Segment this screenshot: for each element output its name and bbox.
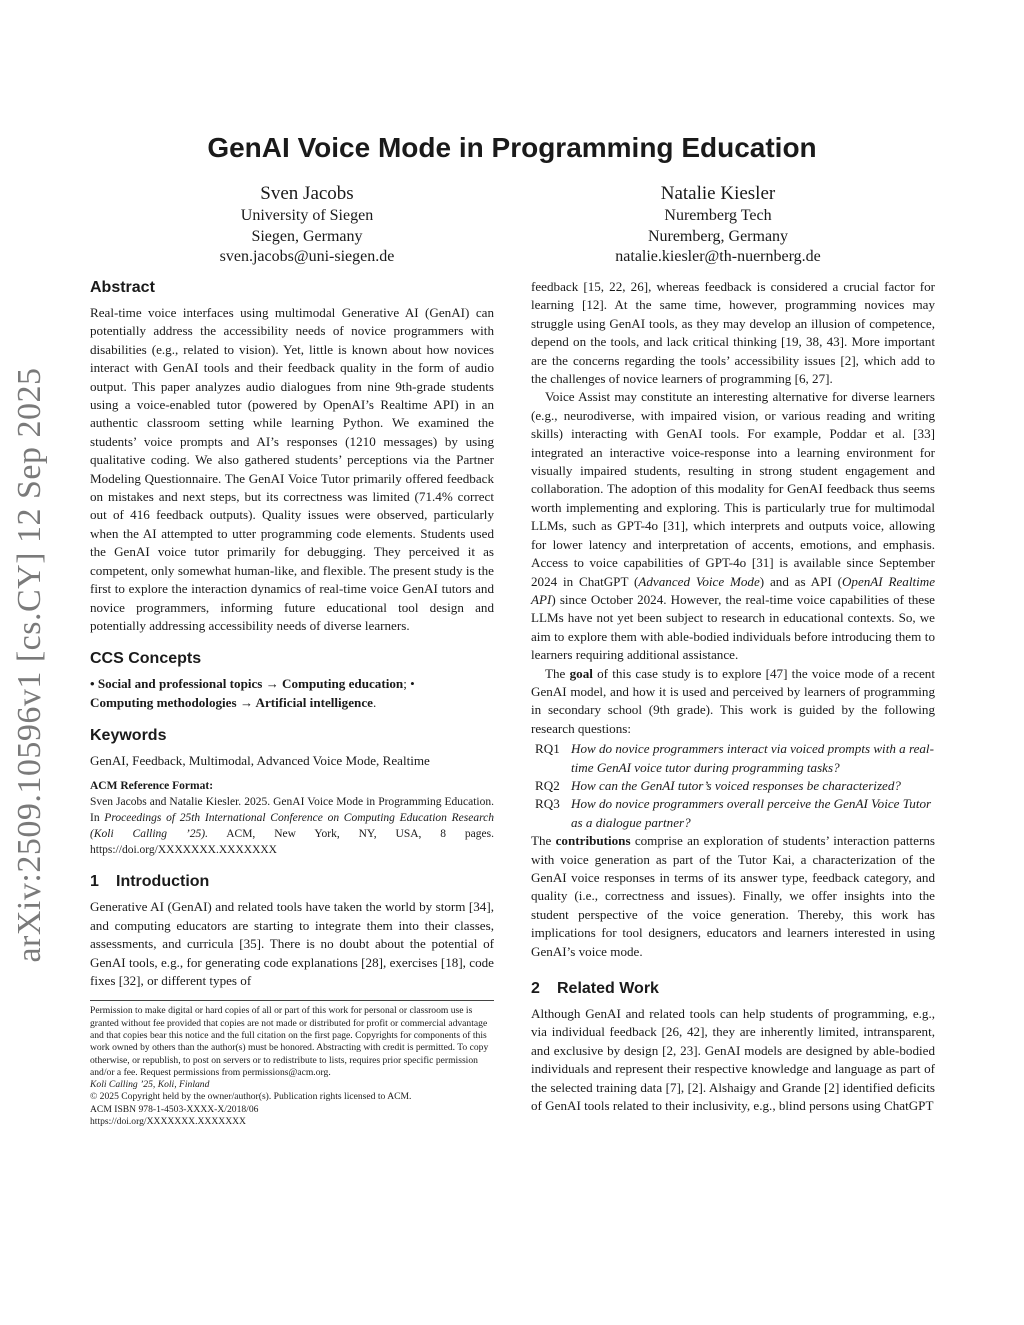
research-question (531, 795, 935, 832)
ccs-concept-2: Computing methodologies → Artificial intelligence (90, 694, 373, 710)
permission-notice: Permission to make digital or hard copies of all or part of this work for personal or classroom use is granted without fee provided that copies are not made or distributed for profit or commercial advantage and that copies bear this notice and the full citation on the first page. Copyrights for components of this work owned by others than the author(s) must be honored. Abstracting with credit is permitted. To copy otherwise, or republish, to post on servers or to redistribute to lists, requires prior specific permission and/or a fee. Request permissions from permissions@acm.org. (90, 1005, 489, 1078)
right-column (531, 278, 935, 1115)
ccs-concepts (90, 675, 494, 712)
author-name: Sven Jacobs (260, 183, 354, 204)
acm-ref-publisher: ACM, New York, NY, USA, 8 pages. https://doi.org/XXXXXXX.XXXXXXX (90, 827, 494, 857)
research-question (531, 740, 935, 777)
intro-paragraph-cont: feedback [15, 22, 26], whereas feedback is considered a crucial factor for learning [12]. At the same time, however, programming novices may struggle using GenAI tools, as they may develop an illusion of competence, depend on the tools, and lack critical thinking [19, 38, 43]. More important are the concerns regarding the tools’ accessibility issues [2], which add to the challenges of novice learners of programming [6, 27]. (531, 279, 935, 387)
abstract-text: Real-time voice interfaces using multimodal Generative AI (GenAI) can potentially address the accessibility needs of novice programmers with disabilities (e.g., related to vision). Yet, little is known about how novices interact with GenAI tools and their feedback quality in the form of audio output. This paper analyzes audio dialogues from nine 9th-grade students using a voice-enabled tutor (powered by OpenAI’s Realtime API) in an authentic classroom setting while learning Python. We examined the students’ voice prompts and AI’s responses (1210 messages) by using qualitative coding. We also gathered students’ perceptions via the Partner Modeling Questionnaire. The GenAI Voice Tutor primarily offered feedback on mistakes and next steps, but its correctness was limited (71.4% correct out of 416 feedback outputs). Quality issues were observed, particularly when the AI attempted to utter programming code elements. Students used the GenAI voice tutor primarily for debugging. They perceived it as competent, only somewhat human-like, and flexible. The present study is the first to explore the interaction dynamics of real-time voice GenAI tutors and novice programmers, informing future educational tool design and potentially addressing accessibility needs of diverse learners. (90, 305, 494, 633)
text-span: ) and as API ( (759, 573, 842, 589)
author-name: Natalie Kiesler (660, 183, 776, 204)
footnote-block (90, 1000, 494, 1128)
related-work-heading (531, 979, 935, 999)
rq-text: How can the GenAI tutor’s voiced responses be characterized? (571, 777, 901, 793)
author-block-1 (157, 182, 457, 268)
venue-line: Koli Calling ’25, Koli, Finland (90, 1079, 210, 1091)
italic-term: OpenAI Realtime API (531, 573, 935, 607)
ccs-heading: CCS Concepts (90, 650, 202, 668)
research-question (531, 777, 935, 795)
text-span: The (545, 665, 570, 681)
isbn-line: ACM ISBN 978-1-4503-XXXX-X/2018/06 (90, 1103, 259, 1115)
section-number: 2 (531, 980, 540, 998)
acm-ref-venue: Proceedings of 25th International Conference on Computing Education Research (Koli Calling ’25). (90, 811, 494, 840)
text-span: comprise an exploration of students’ interaction patterns with voice generation as part of the Tutor Kai, a characterization of the GenAI voice responses in terms of its answer type, feedback category, and quality (i.e., correctness and issues). Finally, we offer insights into the student perspective of the voice generation. Thereby, this work has implications for tool designers, educators and learners interested in using GenAI’s voice mode. (531, 833, 935, 959)
text-span: The (531, 833, 556, 849)
abstract-heading: Abstract (90, 279, 155, 296)
rq-label: RQ3 (535, 796, 560, 812)
section-title: Introduction (116, 873, 210, 891)
acm-ref-authors: Sven Jacobs and Natalie Kiesler. 2025. GenAI Voice Mode in Programming Education. In (90, 795, 494, 824)
arxiv-stamp: arXiv:2509.10596v1 [cs.CY] 12 Sep 2025 (11, 367, 48, 963)
bold-term: contributions (555, 833, 631, 849)
doi-line[interactable]: https://doi.org/XXXXXXX.XXXXXXX (90, 1116, 246, 1128)
keywords-text: GenAI, Feedback, Multimodal, Advanced Voice Mode, Realtime (90, 753, 430, 769)
author-location: Nuremberg, Germany (647, 227, 789, 245)
keywords-heading: Keywords (90, 727, 167, 745)
author-email[interactable]: sven.jacobs@uni-siegen.de (219, 248, 395, 265)
related-work-paragraph: Although GenAI and related tools can help students of programming, e.g., via individual feedback [26, 42], they are inherently limited, intransparent, and exclusive by design [2, 23]. GenAI models are designed by able-bodied individuals and represent their respective knowledge and language as part of the selected training data [7], [2]. Alshaigy and Grande [2] identified deficits of GenAI tools related to their inclusivity, e.g., blind persons using ChatGPT (531, 1006, 935, 1114)
rq-label: RQ1 (535, 741, 560, 757)
ccs-separator: ; • (403, 676, 415, 692)
ccs-concept-1: • Social and professional topics → Computing education (90, 676, 404, 692)
acm-ref-text (90, 794, 494, 859)
contributions-paragraph (531, 832, 935, 961)
intro-paragraph: Generative AI (GenAI) and related tools have taken the world by storm [34], and computing educators are starting to integrate them into their classes, assessments, and curricula [35]. There is no doubt about the potential of GenAI tools, e.g., for generating code explanations [28], exercises [18], code fixes [32], or different types of (90, 899, 494, 988)
copyright-line: © 2025 Copyright held by the owner/author(s). Publication rights licensed to ACM. (90, 1091, 412, 1103)
rq-text: How do novice programmers overall perceive the GenAI Voice Tutor as a dialogue partner? (571, 796, 932, 830)
research-questions (531, 740, 935, 832)
section-number: 1 (90, 873, 99, 891)
text-span: ) since October 2024. However, the real-time voice capabilities of these LLMs have not yet been subject to research in educational contexts. So, we aim to explore them with able-bodied individuals before introducing them to learners requiring additional assistance. (531, 591, 935, 663)
intro-heading (90, 872, 494, 892)
bold-term: goal (569, 665, 593, 681)
section-title: Related Work (557, 980, 659, 998)
acm-ref-heading: ACM Reference Format: (90, 779, 214, 792)
author-location: Siegen, Germany (251, 227, 363, 245)
author-email[interactable]: natalie.kiesler@th-nuernberg.de (615, 248, 821, 265)
text-span: Voice Assist may constitute an interesting alternative for diverse learners (e.g., neurodiverse, with impaired vision, or various reading and writing skills) interacting with GenAI tools. For example, Poddar et al. [33] integrated an interactive voice-response into a learning environment for visually impaired students, resulting in strong student engagement and collaboration. The adoption of this modality for GenAI feedback thus seems worth implementing and exploring. This is particularly true for multimodal LLMs, such as GPT-4o [31], which interprets and outputs voice, allowing for lower latency and interpretation of accents, emotions, and emphasis. Access to voice capabilities of GPT-4o [31] is available since September 2024 in ChatGPT ( (531, 389, 935, 589)
author-affiliation: Nuremberg Tech (664, 207, 772, 224)
rq-label: RQ2 (535, 777, 560, 793)
text-span: of this case study is to explore [47] the voice mode of a recent GenAI model, and how it is used and perceived by learners of programming in secondary school (9th grade). This work is guided by the following research questions: (531, 665, 935, 736)
ccs-period: . (372, 694, 377, 710)
left-column (90, 278, 494, 1128)
paper-title: GenAI Voice Mode in Programming Education (207, 132, 817, 163)
rq-text: How do novice programmers interact via voiced prompts with a real-time GenAI voice tutor during programming tasks? (571, 741, 934, 775)
author-affiliation: University of Siegen (240, 207, 374, 224)
author-block-2 (568, 182, 868, 268)
italic-term: Advanced Voice Mode (638, 573, 760, 589)
voice-assist-paragraph (531, 388, 935, 664)
goal-paragraph (531, 665, 935, 739)
